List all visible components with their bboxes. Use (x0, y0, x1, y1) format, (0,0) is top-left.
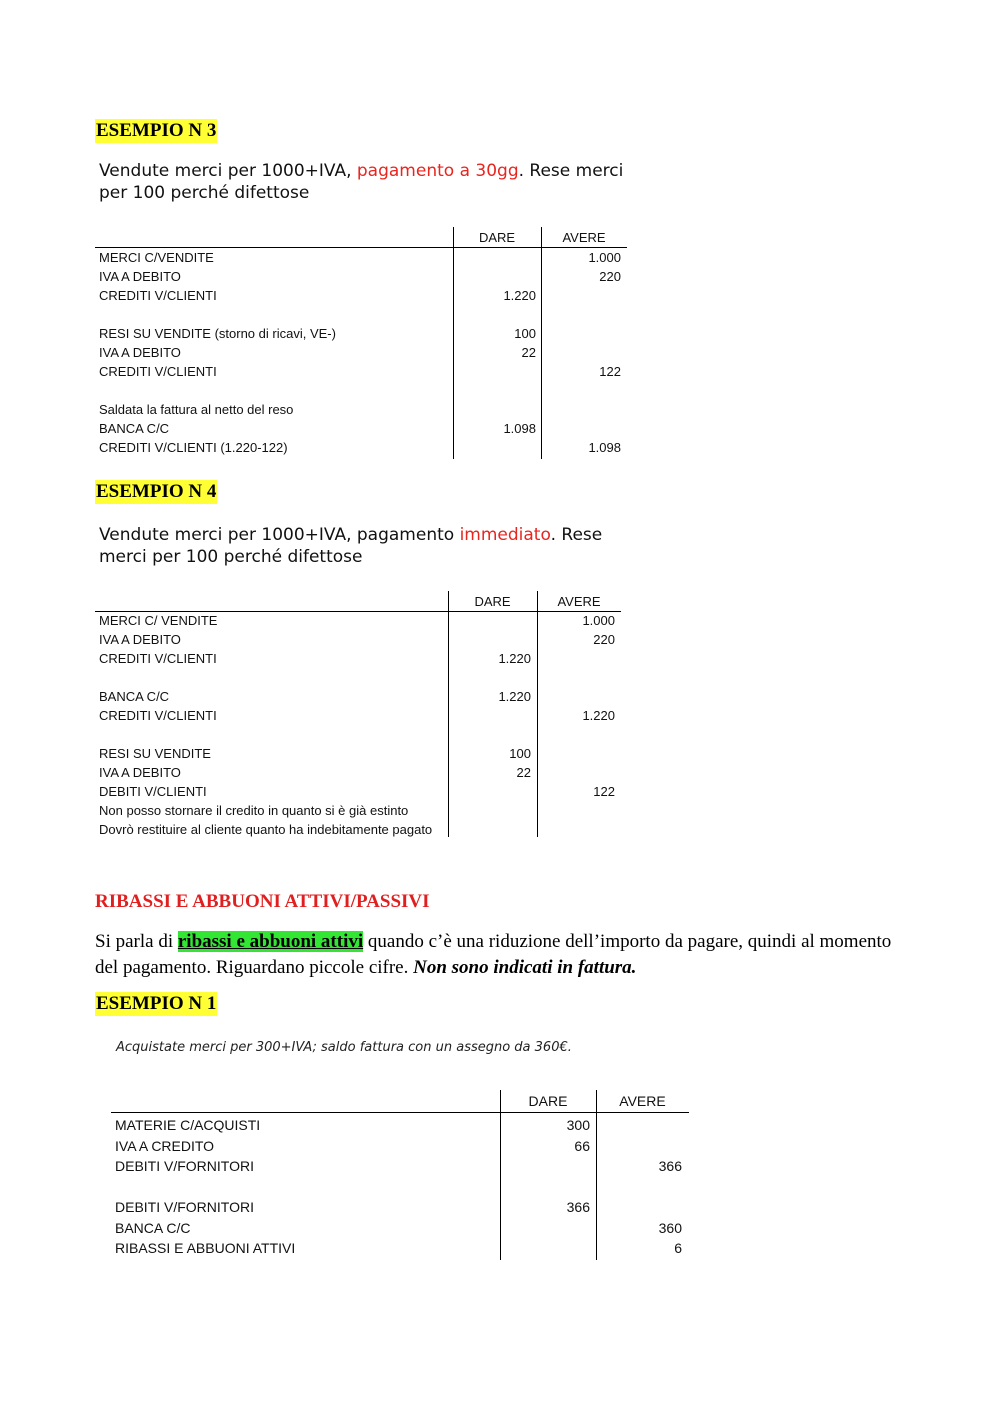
avere-amount: 122 (599, 364, 621, 379)
account-name: MATERIE C/ACQUISTI (115, 1117, 261, 1133)
ledger-row (95, 419, 627, 438)
avere-amount: 1.000 (582, 613, 615, 628)
avere-amount: 1.000 (588, 250, 621, 265)
dare-amount: 1.220 (498, 651, 531, 666)
ledger-row (95, 343, 627, 362)
example-3-ledger (95, 227, 627, 459)
example-4-ledger (95, 591, 621, 837)
ledger-row (111, 1136, 689, 1157)
account-name: Non posso stornare il credito in quanto si è già estinto (99, 803, 409, 818)
account-name: DEBITI V/CLIENTI (99, 784, 207, 799)
ledger-row (111, 1238, 689, 1259)
ledger-row (111, 1177, 689, 1198)
intro-text: . Rese merci per 100 perché difettose (99, 525, 603, 567)
dare-amount: 100 (509, 746, 531, 761)
dare-amount: 1.220 (498, 689, 531, 704)
dare-amount: 1.098 (503, 421, 536, 436)
ledger-row (95, 668, 621, 687)
example-4-heading: ESEMPIO N 4 (96, 481, 217, 502)
ledger-row (95, 400, 627, 419)
account-name: Saldata la fattura al netto del reso (99, 402, 294, 417)
account-name: RIBASSI E ABBUONI ATTIVI (115, 1240, 296, 1256)
paragraph-text: quando c’è una riduzione dell’importo da pagare, quindi al momento del pagamento. Riguardano piccole cifre. (95, 931, 892, 978)
example-3-heading: ESEMPIO N 3 (96, 120, 217, 141)
account-name: CREDITI V/CLIENTI (1.220-122) (99, 440, 288, 455)
column-dare-header: DARE (474, 594, 511, 609)
column-avere-header: AVERE (557, 594, 601, 609)
ledger-header (95, 227, 627, 248)
avere-amount: 6 (674, 1240, 682, 1256)
account-name: RESI SU VENDITE (storno di ricavi, VE-) (99, 326, 336, 341)
example-4-intro (99, 524, 629, 568)
column-avere-header: AVERE (562, 230, 606, 245)
ledger-row (95, 706, 621, 725)
account-name: CREDITI V/CLIENTI (99, 708, 217, 723)
account-name: DEBITI V/FORNITORI (115, 1158, 254, 1174)
avere-amount: 1.220 (582, 708, 615, 723)
avere-amount: 360 (658, 1219, 682, 1236)
dare-amount: 66 (574, 1137, 590, 1154)
ledger-row (95, 801, 621, 820)
account-name: IVA A CREDITO (115, 1137, 215, 1154)
ledger-header (95, 591, 621, 612)
ledger-row (95, 763, 621, 782)
account-name: DEBITI V/FORNITORI (115, 1199, 254, 1215)
ledger-row (95, 248, 627, 267)
account-name: IVA A DEBITO (99, 632, 181, 647)
ledger-row (95, 630, 621, 649)
example-1-ledger (111, 1090, 689, 1260)
dare-amount: 366 (566, 1199, 590, 1215)
ledger-row (95, 744, 621, 763)
dare-amount: 22 (521, 345, 536, 360)
avere-amount: 122 (593, 784, 615, 799)
account-name: BANCA C/C (99, 689, 170, 704)
ledger-row (95, 381, 627, 400)
intro-highlight-red: immediato (459, 525, 551, 545)
account-name: IVA A DEBITO (99, 345, 181, 360)
column-dare-header: DARE (528, 1093, 568, 1109)
dare-amount: 300 (566, 1117, 590, 1133)
example-1-intro: Acquistate merci per 300+IVA; saldo fattura con un assegno da 360€. (116, 1040, 572, 1055)
ledger-row (95, 362, 627, 381)
dare-amount: 22 (516, 765, 531, 780)
ledger-row (95, 267, 627, 286)
dare-amount: 1.220 (503, 288, 536, 303)
paragraph-text: Si parla di (95, 931, 178, 952)
example-3-intro (99, 160, 639, 204)
ledger-row (111, 1156, 689, 1177)
avere-amount: 366 (658, 1158, 682, 1174)
highlighted-term: ribassi e abbuoni attivi (177, 931, 364, 952)
avere-amount: 1.098 (588, 440, 621, 455)
account-name: CREDITI V/CLIENTI (99, 288, 217, 303)
ledger-row (95, 687, 621, 706)
ledger-row (95, 324, 627, 343)
ledger-row (95, 725, 621, 744)
dare-amount: 100 (514, 326, 536, 341)
ledger-row (111, 1115, 689, 1136)
ledger-row (95, 782, 621, 801)
account-name: MERCI C/ VENDITE (99, 613, 218, 628)
example-1-heading: ESEMPIO N 1 (96, 993, 217, 1014)
avere-amount: 220 (599, 269, 621, 284)
ledger-header (111, 1090, 689, 1113)
ledger-row (111, 1218, 689, 1239)
ledger-row (95, 305, 627, 324)
account-name: Dovrò restituire al cliente quanto ha indebitamente pagato (99, 822, 433, 837)
account-name: CREDITI V/CLIENTI (99, 364, 217, 379)
account-name: IVA A DEBITO (99, 269, 181, 284)
intro-text: . Rese merci per 100 perché difettose (99, 161, 624, 203)
ledger-row (95, 649, 621, 668)
column-avere-header: AVERE (619, 1093, 666, 1109)
intro-text: Vendute merci per 1000+IVA, pagamento (99, 525, 460, 545)
account-name: BANCA C/C (99, 421, 170, 436)
section-title: RIBASSI E ABBUONI ATTIVI/PASSIVI (95, 891, 430, 912)
ledger-row (95, 438, 627, 457)
ledger-row (111, 1197, 689, 1218)
section-paragraph (95, 929, 895, 981)
intro-highlight-red: pagamento a 30gg (356, 161, 519, 181)
ledger-row (95, 611, 621, 630)
account-name: MERCI C/VENDITE (99, 250, 214, 265)
account-name: RESI SU VENDITE (99, 746, 211, 761)
emphasis-text: Non sono indicati in fattura. (413, 957, 637, 978)
intro-text: Vendute merci per 1000+IVA, (99, 161, 357, 181)
account-name: IVA A DEBITO (99, 765, 181, 780)
account-name: CREDITI V/CLIENTI (99, 651, 217, 666)
avere-amount: 220 (593, 632, 615, 647)
account-name: BANCA C/C (115, 1219, 191, 1236)
column-dare-header: DARE (478, 230, 516, 245)
ledger-row (95, 286, 627, 305)
ledger-row (95, 820, 621, 839)
